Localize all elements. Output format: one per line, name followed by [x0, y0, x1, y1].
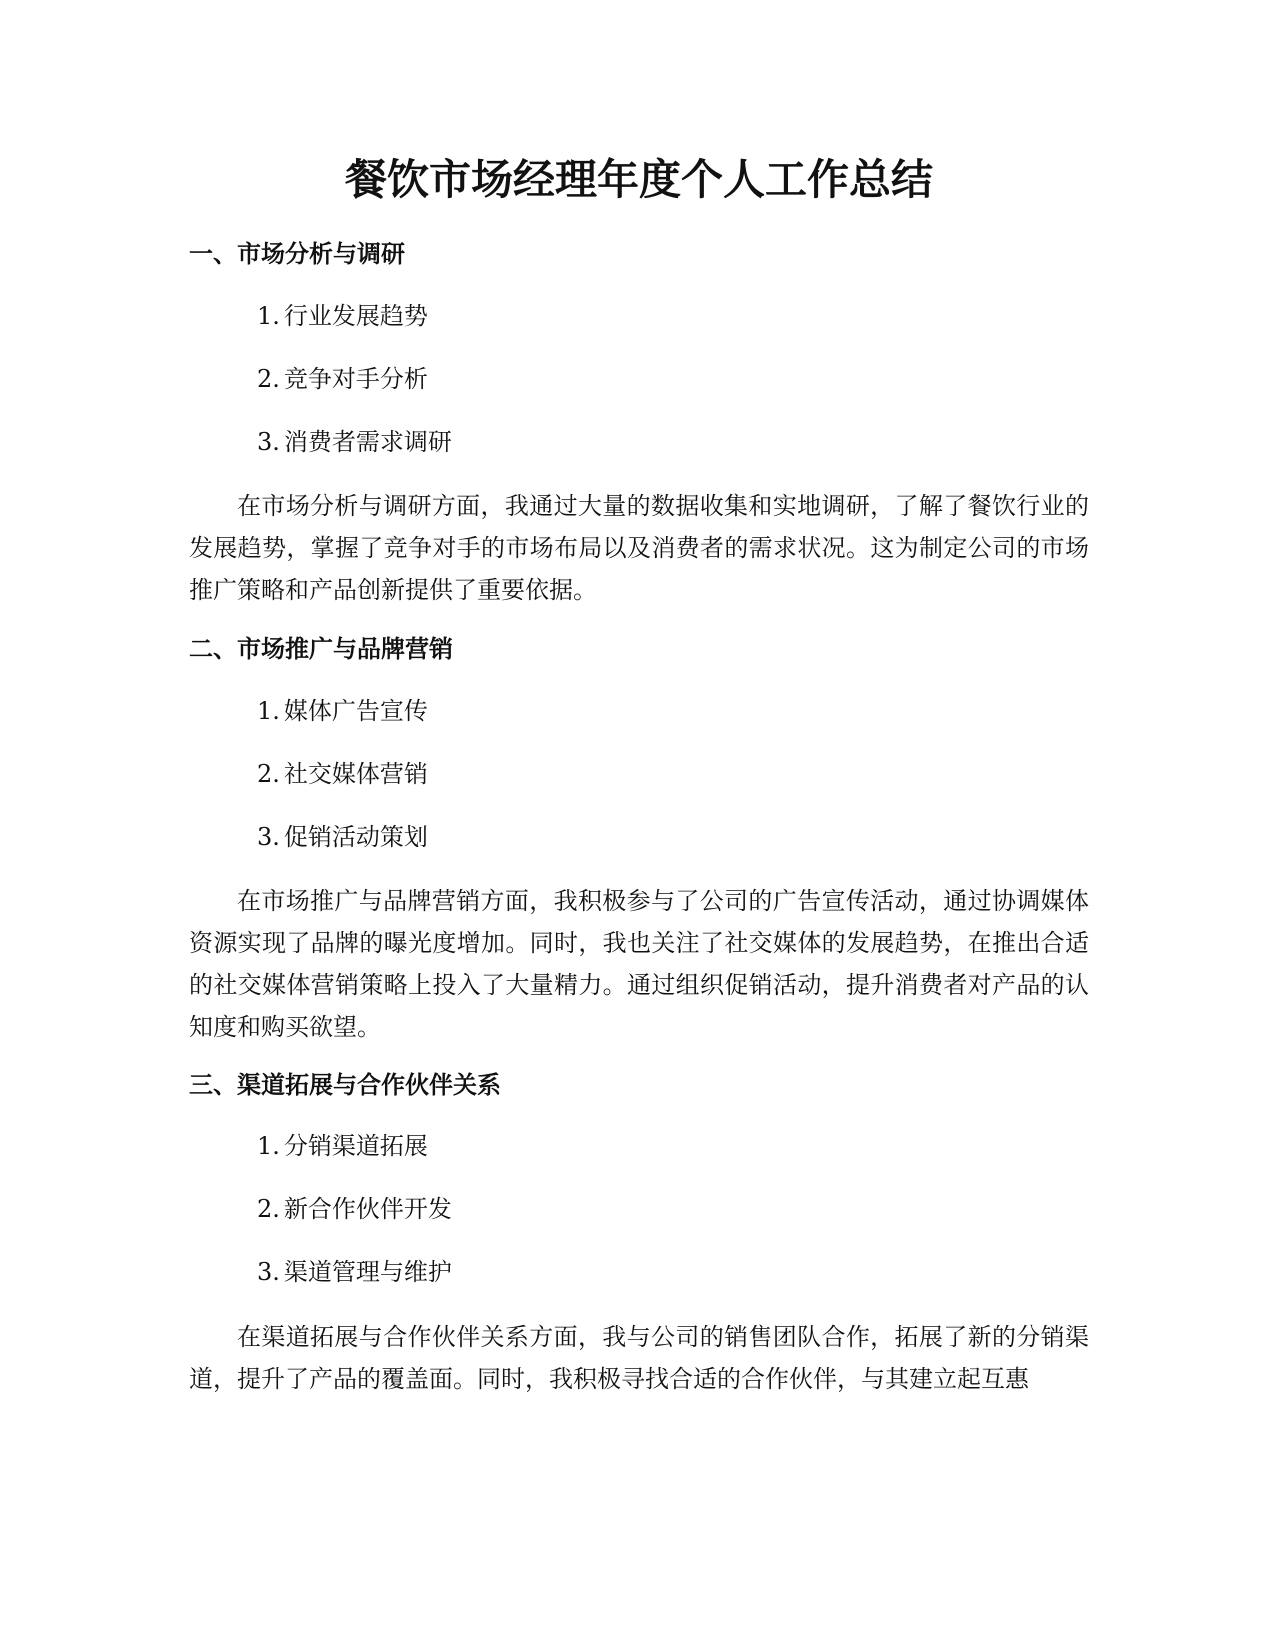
list-text: 渠道管理与维护 — [283, 1258, 452, 1286]
document-title: 餐饮市场经理年度个人工作总结 — [344, 155, 933, 204]
section-heading-3: 三、渠道拓展与合作伙伴关系 — [189, 1071, 501, 1099]
list-item — [257, 1129, 428, 1163]
list-item — [257, 425, 452, 459]
list-text: 促销活动策划 — [283, 823, 428, 851]
list-number: 3. — [257, 1258, 280, 1286]
list-number: 2. — [257, 760, 280, 788]
list-item — [257, 299, 428, 333]
section-paragraph-3: 在渠道拓展与合作伙伴关系方面，我与公司的销售团队合作，拓展了新的分销渠道，提升了产品的覆盖面。同时，我积极寻找合适的合作伙伴，与其建立起互惠 — [189, 1323, 1089, 1393]
list-text: 消费者需求调研 — [283, 428, 452, 456]
list-text: 行业发展趋势 — [283, 302, 428, 330]
list-text: 媒体广告宣传 — [283, 697, 428, 725]
list-number: 2. — [257, 365, 280, 393]
list-text: 分销渠道拓展 — [283, 1132, 428, 1160]
list-number: 1. — [257, 1132, 280, 1160]
list-item — [257, 1255, 452, 1289]
list-item — [257, 757, 428, 791]
list-number: 2. — [257, 1195, 280, 1223]
list-text: 社交媒体营销 — [283, 760, 428, 788]
list-item — [257, 694, 428, 728]
list-number: 3. — [257, 428, 280, 456]
section-paragraph-1: 在市场分析与调研方面，我通过大量的数据收集和实地调研，了解了餐饮行业的发展趋势，掌握了竞争对手的市场布局以及消费者的需求状况。这为制定公司的市场推广策略和产品创新提供了重要依据。 — [189, 492, 1089, 604]
list-number: 1. — [257, 302, 280, 330]
section-paragraph-2: 在市场推广与品牌营销方面，我积极参与了公司的广告宣传活动，通过协调媒体资源实现了品牌的曝光度增加。同时，我也关注了社交媒体的发展趋势，在推出合适的社交媒体营销策略上投入了大量精力。通过组织促销活动，提升消费者对产品的认知度和购买欲望。 — [189, 887, 1089, 1041]
list-item — [257, 820, 428, 854]
list-text: 新合作伙伴开发 — [283, 1195, 452, 1223]
section-heading-2: 二、市场推广与品牌营销 — [189, 635, 453, 663]
list-number: 3. — [257, 823, 280, 851]
list-item — [257, 1192, 452, 1226]
list-item — [257, 362, 428, 396]
section-heading-1: 一、市场分析与调研 — [189, 240, 405, 268]
list-number: 1. — [257, 697, 280, 725]
list-text: 竞争对手分析 — [283, 365, 428, 393]
document-page — [189, 0, 1089, 1650]
